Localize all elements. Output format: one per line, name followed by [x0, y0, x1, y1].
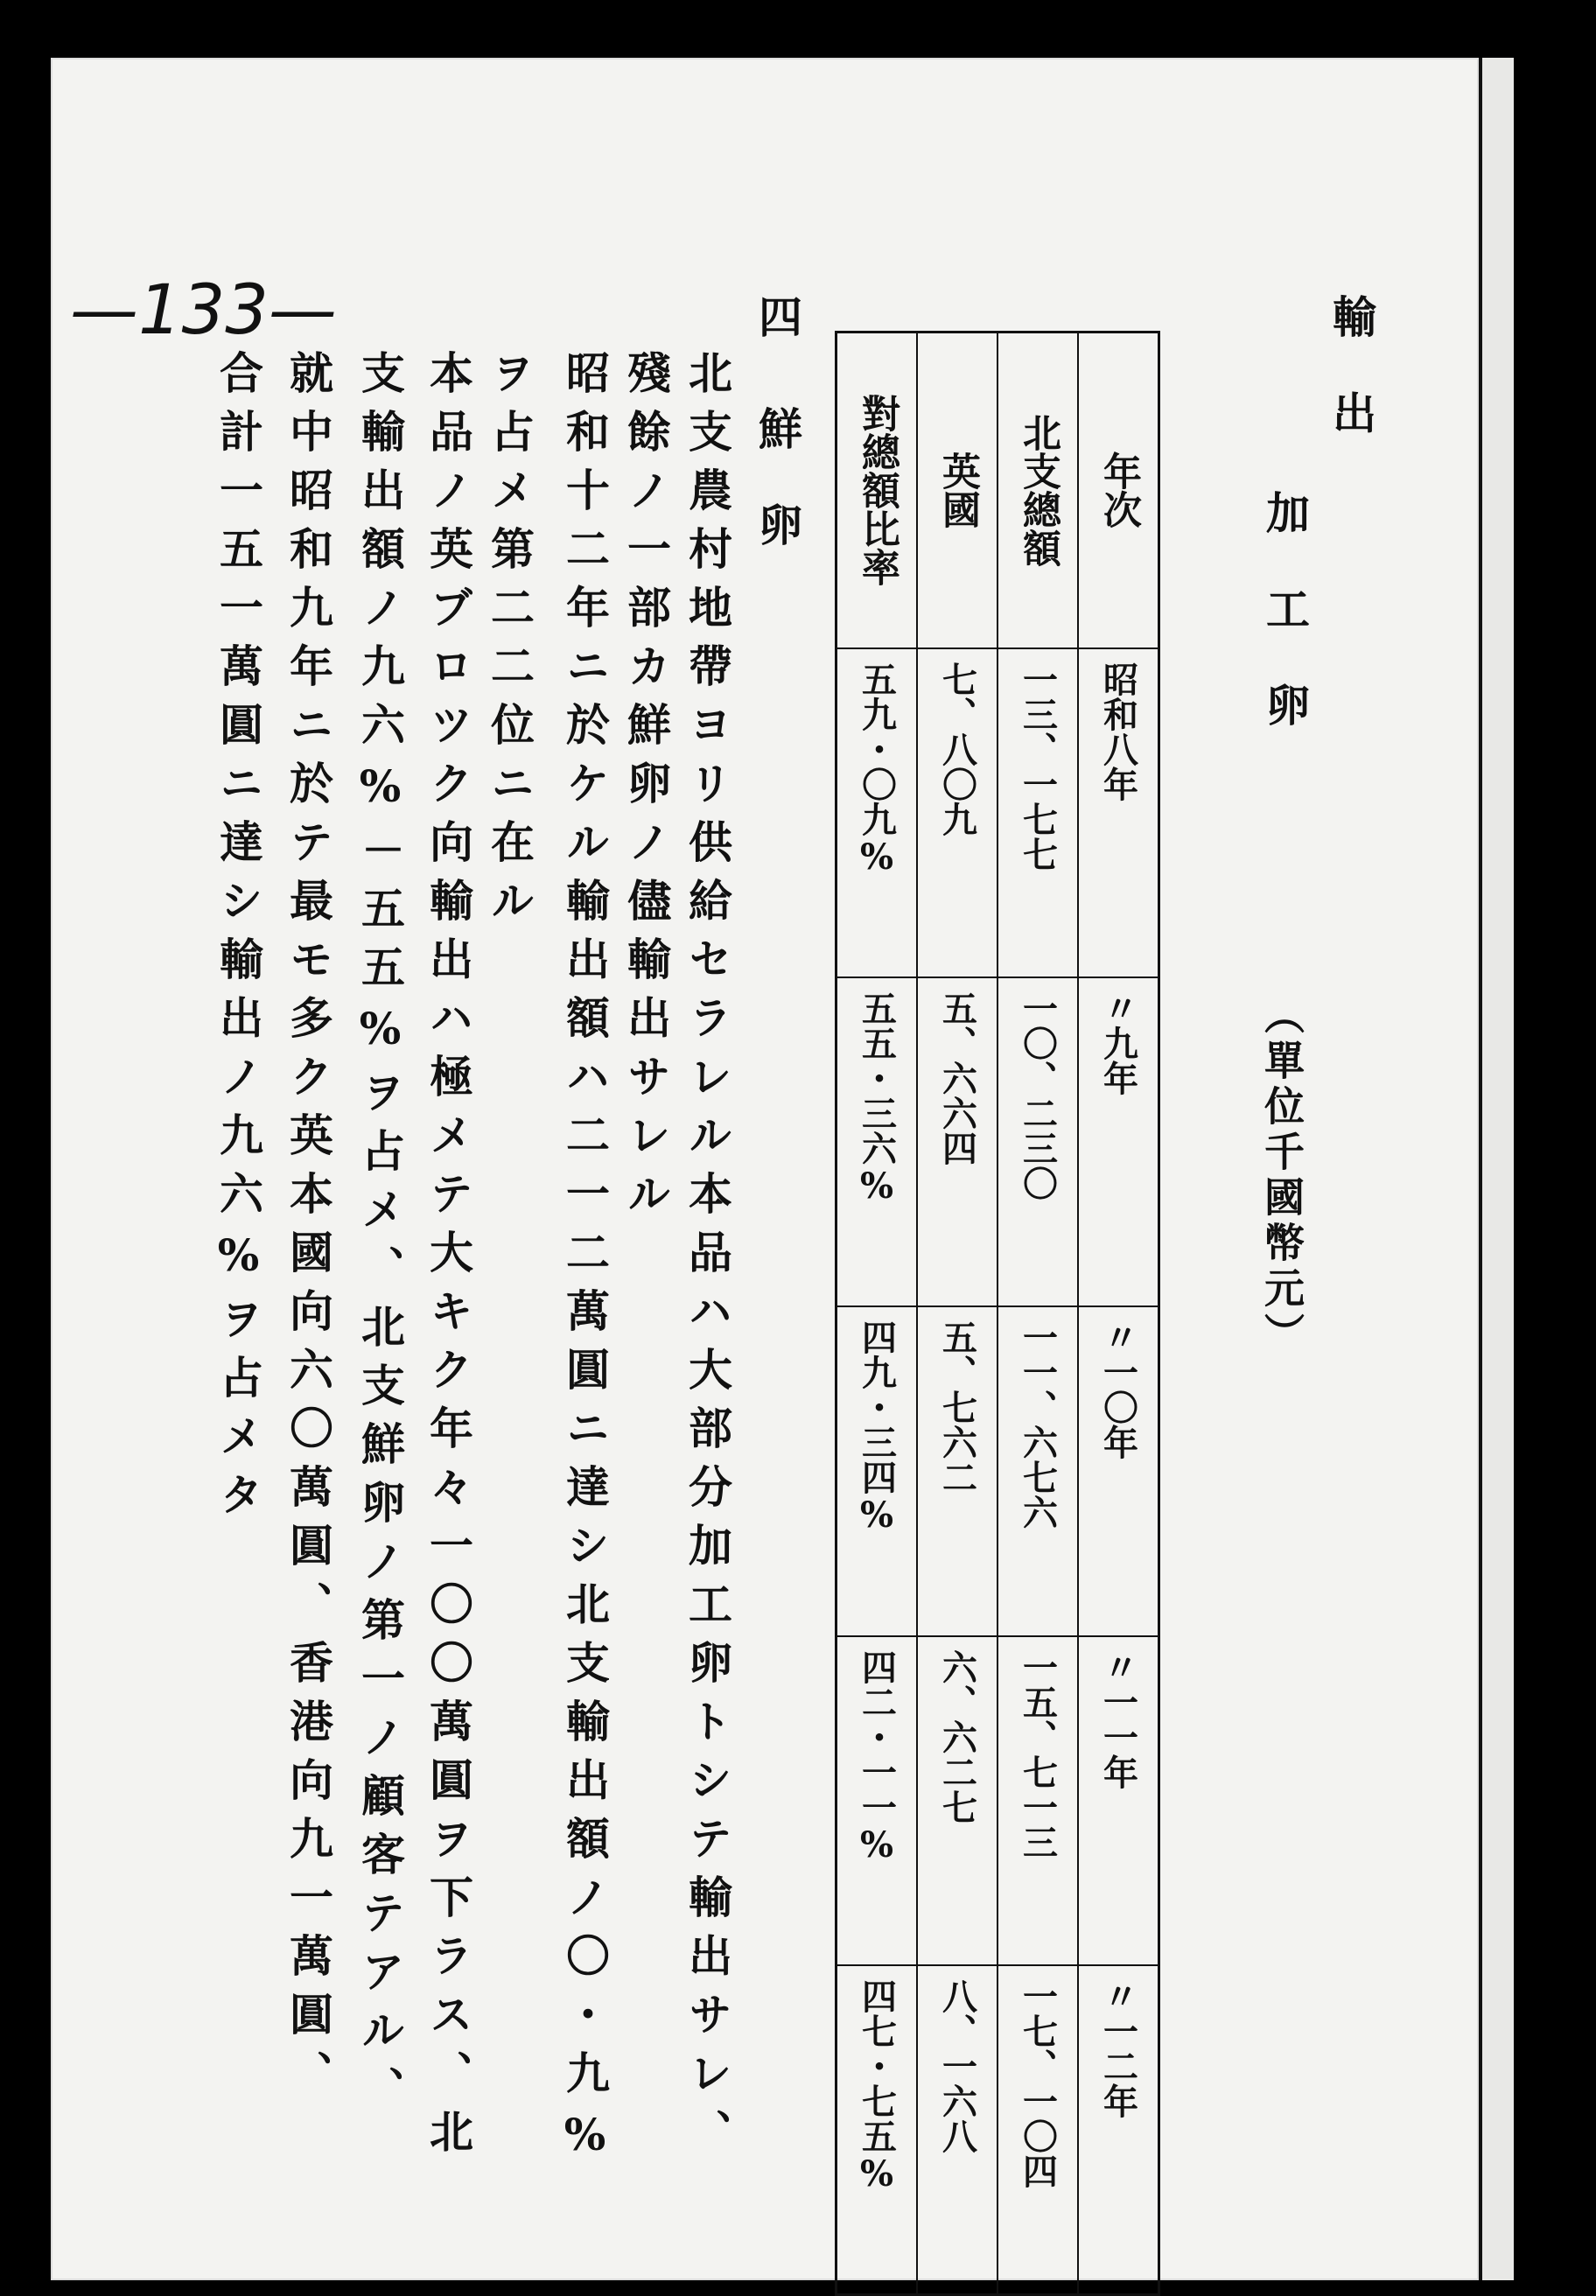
table-title: 加工卵 [1259, 490, 1311, 779]
cell-total: 一五、七一三 [998, 1636, 1078, 1965]
cell-year: 〃九年 [1078, 977, 1159, 1306]
cell-year: 〃一〇年 [1078, 1306, 1159, 1635]
cell-year: 〃一二年 [1078, 1965, 1159, 2295]
cell-uk: 六、六二七 [917, 1636, 998, 1965]
cell-total: 一七、一〇四 [998, 1965, 1078, 2295]
cell-total: 一〇、二三〇 [998, 977, 1078, 1306]
unit-note: （單位千國幣元） [1258, 994, 1306, 1358]
cell-ratio: 五五・三六% [836, 977, 918, 1306]
col-header-ratio: 對總額比率 [836, 332, 918, 648]
handwritten-page-number: —133— [70, 271, 337, 350]
table-row [1078, 332, 1159, 2295]
cell-ratio: 四二・一一% [836, 1636, 918, 1965]
body-line: 昭和十二年ニ於ケル輸出額ハ二一二萬圓ニ達シ北支輸出額ノ〇・九% [559, 350, 611, 2175]
table-row [836, 332, 918, 2295]
table-row [998, 332, 1078, 2295]
table-row [917, 332, 998, 2295]
cell-total: 一三、一七七 [998, 648, 1078, 977]
section-number: 四 [752, 294, 803, 390]
section-heading-export: 輸出 [1326, 294, 1377, 486]
cell-uk: 八、一六八 [917, 1965, 998, 2295]
cell-year: 昭和八年 [1078, 648, 1159, 977]
body-line: 北支農村地帶ヨリ供給セラレル本品ハ大部分加工卵トシテ輸出サレ、 [682, 350, 733, 2167]
body-line: 合計一五一萬圓ニ達シ輸出ノ九六%ヲ占メタ [213, 350, 264, 1530]
col-header-total: 北支總額 [998, 332, 1078, 648]
page-edge [1479, 58, 1482, 2280]
col-header-year: 年次 [1078, 332, 1159, 648]
cell-uk: 五、七六二 [917, 1306, 998, 1635]
body-line: 殘餘ノ一部カ鮮卵ノ儘輸出サレル [620, 350, 672, 1229]
body-line: 本品ノ英ブロツク向輸出ハ極メテ大キク年々一〇〇萬圓ヲ下ラス、北 [423, 350, 474, 2167]
export-table [835, 331, 1160, 2296]
body-line: ヲ占メ第二二位ニ在ル [484, 350, 536, 936]
cell-year: 〃一一年 [1078, 1636, 1159, 1965]
cell-ratio: 四九・三四% [836, 1306, 918, 1635]
col-header-uk: 英國 [917, 332, 998, 648]
body-line: 就中昭和九年ニ於テ最モ多ク英本國向六〇萬圓、香港向九一萬圓、 [283, 350, 334, 2109]
cell-uk: 七、八〇九 [917, 648, 998, 977]
section-title-fresh-eggs: 鮮卵 [752, 406, 803, 598]
book-spine [1479, 58, 1514, 2280]
cell-uk: 五、六六四 [917, 977, 998, 1306]
cell-total: 一一、六七六 [998, 1306, 1078, 1635]
body-line: 支輸出額ノ九六%－五五%ヲ占メ、北支鮮卵ノ第一ノ顧客テアル、 [354, 350, 406, 2124]
cell-ratio: 四七・七五% [836, 1965, 918, 2295]
cell-ratio: 五九・〇九% [836, 648, 918, 977]
